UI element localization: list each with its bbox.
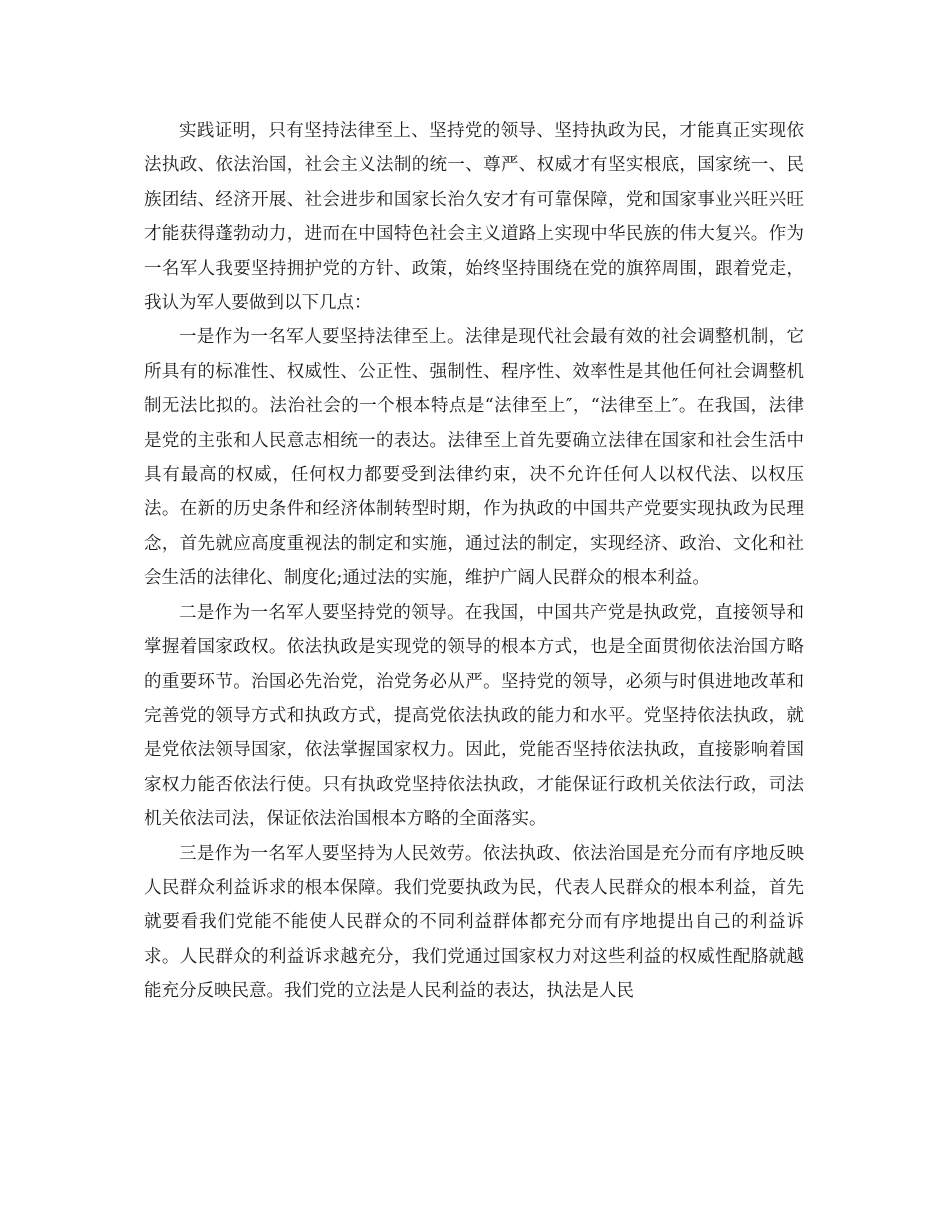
paragraph-point-two: 二是作为一名军人要坚持党的领导。在我国，中国共产党是执政党，直接领导和掌握着国家政权。依法执政是实现党的领导的根本方式，也是全面贯彻依法治国方略的重要环节。治国必先治党，治党务必从严。坚持党的领导，必须与时俱进地改革和完善党的领导方式和执政方式，提高党依法执政的能力和水平。党坚持依法执政，就是党依法领导国家，依法掌握国家权力。因此，党能否坚持依法执政，直接影响着国家权力能否依法行使。只有执政党坚持依法执政，才能保证行政机关依法行政，司法机关依法司法，保证依法治国根本方略的全面落实。 xyxy=(144,602,804,830)
paragraph-point-three: 三是作为一名军人要坚持为人民效劳。依法执政、依法治国是充分而有序地反映人民群众利益诉求的根本保障。我们党要执政为民，代表人民群众的根本利益，首先就要看我们党能不能使人民群众的不同利益群体都充分而有序地提出自己的利益诉求。人民群众的利益诉求越充分，我们党通过国家权力对这些利益的权威性配胳就越能充分反映民意。我们党的立法是人民利益的表达，执法是人民 xyxy=(144,843,804,1002)
paragraph-point-one: 一是作为一名军人要坚持法律至上。法律是现代社会最有效的社会调整机制，它所具有的标准性、权威性、公正性、强制性、程序性、效率性是其他任何社会调整机制无法比拟的。法治社会的一个根本特点是“法律至上″，“法律至上″。在我国，法律是党的主张和人民意志相统一的表达。法律至上首先要确立法律在国家和社会生活中具有最高的权威，任何权力都要受到法律约束，决不允许任何人以权代法、以权压法。在新的历史条件和经济体制转型时期，作为执政的中国共产党要实现执政为民理念，首先就应高度重视法的制定和实施，通过法的制定，实现经济、政治、文化和社会生活的法律化、制度化;通过法的实施，维护广阔人民群众的根本利益。 xyxy=(144,327,804,589)
document-body xyxy=(144,114,804,1009)
paragraph-intro: 实践证明，只有坚持法律至上、坚持党的领导、坚持执政为民，才能真正实现依法执政、依法治国，社会主义法制的统一、尊严、权威才有坚实根底，国家统一、民族团结、经济开展、社会进步和国家长治久安才有可靠保障，党和国家事业兴旺兴旺才能获得蓬勃动力，进而在中国特色社会主义道路上实现中华民族的伟大复兴。作为一名军人我要坚持拥护党的方针、政策，始终坚持围绕在党的旗猝周围，跟着党走，我认为军人要做到以下几点： xyxy=(144,121,804,314)
